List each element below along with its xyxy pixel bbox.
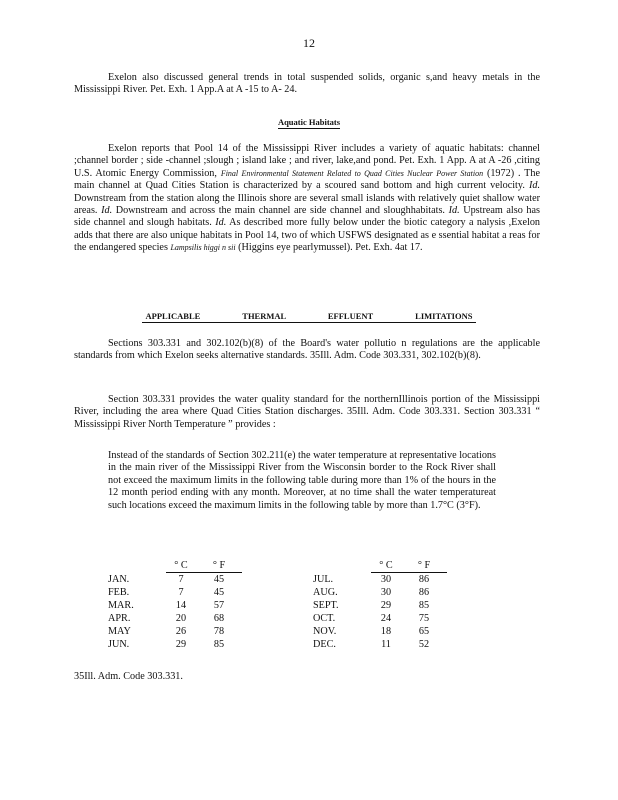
paragraph-section-303331: [74, 394, 540, 431]
heading-thermal-limitations-text: APPLICABLE THERMAL EFFLUENT LIMITATIONS: [142, 311, 477, 323]
paragraph-section-303331-text: Section 303.331 provides the water quality standard for the northernIllinois portion of the Mississippi River, including the area where Quad Cities Station discharges. 35Ill. Adm. Code 303.331. Section 303.331 “ Mississippi River North Temperature ” provides :: [74, 394, 540, 430]
table-row: APR. 20 68: [108, 613, 225, 624]
table-row: AUG. 30 86: [313, 587, 430, 598]
table-row: MAR. 14 57: [108, 600, 225, 611]
id-cite: Id.: [528, 180, 541, 192]
citation-title: Final Environmental Statement Related to Quad Cities Nuclear Power Station: [220, 168, 484, 178]
species-name: Lampsilis higgi n sii: [170, 243, 236, 253]
code-citation: 35Ill. Adm. Code 303.331.: [74, 671, 183, 682]
temperature-table-left: [108, 559, 242, 651]
table-row: JUN. 29 85: [108, 639, 225, 650]
table-row: SEPT. 29 85: [313, 600, 430, 611]
paragraph-trends: [74, 72, 540, 97]
col-header-celsius: ° C: [371, 559, 401, 573]
habitats-text-6: As described more fully below under the biotic category a nalysis ,Exelon adds that there are also unique habitats in Pool 14, two of which USFWS designated as e ssential habitat a reas for the endangered species: [74, 217, 541, 254]
habitats-text-5: Upstream also has side channel and slough habitats.: [74, 205, 540, 229]
paragraph-applicable-standards: [74, 338, 540, 363]
block-quote: [108, 450, 496, 512]
table-row: NOV. 18 65: [313, 626, 430, 637]
habitats-text-2: (1972) . The main channel at Quad Cities Station is characterized by a scoured sand bottom and high current velocity.: [74, 167, 540, 192]
heading-aquatic-habitats-text: Aquatic Habitats: [277, 117, 341, 127]
block-quote-text: Instead of the standards of Section 302.211(e) the water temperature at representative locations in the main river of the Mississippi River from the Wisconsin border to the Rock River shall not exceed the maximum limits in the following table during more than 1% of the hours in the 12 month period ending with any month. Moreover, at no time shall the water temperatureat such locations exceed the maximum limits in the following table by more than 1.7°C (3°F).: [108, 450, 496, 511]
heading-aquatic-habitats: [0, 117, 618, 127]
table-row: JAN. 7 45: [108, 573, 225, 585]
table-row: OCT. 24 75: [313, 613, 430, 624]
heading-thermal-limitations: [0, 311, 618, 321]
id-cite: Id.: [101, 205, 113, 217]
paragraph-trends-text: Exelon also discussed general trends in total suspended solids, organic s,and heavy metals in the Mississippi River. Pet. Exh. 1 App.A at A -15 to A- 24.: [74, 72, 540, 96]
col-header-celsius: ° C: [166, 559, 196, 573]
paragraph-applicable-standards-text: Sections 303.331 and 302.102(b)(8) of the Board's water pollutio n regulations are the applicable standards from which Exelon seeks alternative standards. 35Ill. Adm. Code 303.331, 302.102(b)(8).: [74, 338, 540, 362]
table-row: JUL. 30 86: [313, 573, 430, 585]
habitats-text-4: Downstream and across the main channel are side channel and sloughhabitats.: [115, 205, 445, 217]
temperature-table-right: [313, 559, 447, 651]
col-header-fahrenheit: ° F: [401, 559, 447, 573]
habitats-text-7: (Higgins eye pearlymussel). Pet. Exh. 4at 17.: [238, 242, 423, 254]
id-cite: Id.: [448, 205, 460, 217]
table-row: MAY 26 78: [108, 626, 225, 637]
habitats-text-1: Exelon reports that Pool 14 of the Mississippi River includes a variety of aquatic habitats: channel ;channel border ; side -channel ;slough ; island lake ; and river, lake,and pond. Pet. Exh. 1 App. A at A -26 ,citing U.S. Atomic Energy Commission,: [74, 143, 540, 179]
table-row: DEC. 11 52: [313, 639, 430, 650]
table-row: FEB. 7 45: [108, 587, 225, 598]
id-cite: Id.: [215, 217, 227, 229]
page-number: 12: [303, 36, 315, 50]
habitats-text-3: Downstream from the station along the Illinois shore are several small islands with relatively quiet shallow water areas.: [74, 192, 540, 217]
col-header-fahrenheit: ° F: [196, 559, 242, 573]
paragraph-habitats: [74, 143, 540, 255]
